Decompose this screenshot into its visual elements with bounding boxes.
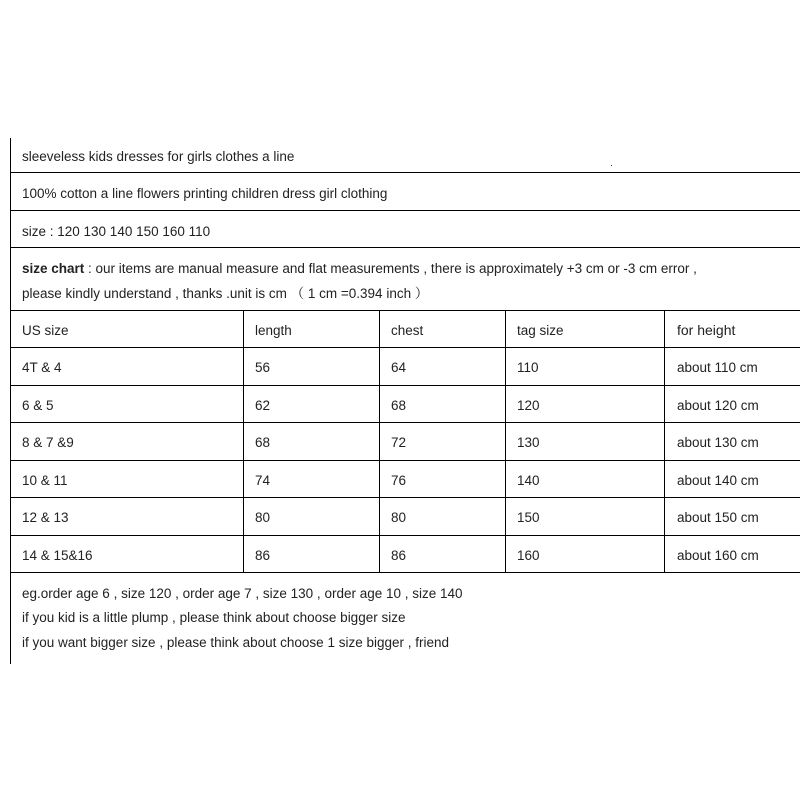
table-cell: 86 (255, 548, 271, 563)
table-cell: 160 (517, 548, 540, 563)
size-chart-note (22, 261, 697, 277)
table-cell: 74 (255, 473, 271, 488)
table-cell: 56 (255, 360, 271, 375)
row-divider (11, 572, 800, 573)
table-cell: 12 & 13 (22, 510, 69, 525)
table-cell: about 120 cm (677, 398, 759, 413)
row-divider (11, 385, 800, 386)
row-divider (11, 460, 800, 461)
row-divider (11, 347, 800, 348)
table-cell: about 110 cm (677, 360, 758, 375)
table-cell: 120 (517, 398, 540, 413)
footer-example-line: eg.order age 6 , size 120 , order age 7 , size 130 , order age 10 , size 140 (22, 586, 463, 601)
table-cell: 86 (391, 548, 407, 563)
table-cell: 64 (391, 360, 407, 375)
row-divider (11, 247, 800, 248)
table-cell: about 140 cm (677, 473, 759, 488)
table-cell: 150 (517, 510, 540, 525)
row-divider (11, 210, 800, 211)
row-divider (11, 497, 800, 498)
footer-plump-line: if you kid is a little plump , please think about choose bigger size (22, 610, 406, 625)
row-divider (11, 172, 800, 173)
table-cell: 68 (255, 435, 271, 450)
table-cell: 14 & 15&16 (22, 548, 93, 563)
size-chart-note-line1: : our items are manual measure and flat measurements , there is approximately +3 cm or -3 cm error , (84, 261, 697, 276)
header-us-size: US size (22, 323, 69, 338)
table-cell: about 150 cm (677, 510, 759, 525)
header-tag-size: tag size (517, 323, 564, 338)
table-cell: 68 (391, 398, 407, 413)
material-line: 100% cotton a line flowers printing children dress girl clothing (22, 186, 388, 201)
column-divider (664, 310, 665, 572)
sizes-line: size : 120 130 140 150 160 110 (22, 224, 211, 239)
table-cell: 80 (255, 510, 271, 525)
footer-bigger-line: if you want bigger size , please think about choose 1 size bigger , friend (22, 635, 450, 650)
table-cell: 130 (517, 435, 540, 450)
size-chart-note-line2: please kindly understand , thanks .unit is cm （ 1 cm =0.394 inch ） (22, 286, 429, 301)
header-length: length (255, 323, 292, 338)
column-divider (379, 310, 380, 572)
table-cell: about 160 cm (677, 548, 759, 563)
product-title: sleeveless kids dresses for girls clothes a line (22, 149, 295, 164)
table-cell: 72 (391, 435, 407, 450)
table-cell: 62 (255, 398, 271, 413)
table-cell: 76 (391, 473, 407, 488)
row-divider (11, 310, 800, 311)
table-cell: about 130 cm (677, 435, 759, 450)
column-divider (505, 310, 506, 572)
stray-dot (611, 165, 612, 166)
row-divider (11, 535, 800, 536)
table-cell: 4T & 4 (22, 360, 62, 375)
table-cell: 140 (517, 473, 540, 488)
size-chart-label: size chart (22, 261, 85, 276)
row-divider (11, 422, 800, 423)
table-cell: 8 & 7 &9 (22, 435, 74, 450)
table-cell: 80 (391, 510, 407, 525)
table-cell: 6 & 5 (22, 398, 54, 413)
table-cell: 10 & 11 (22, 473, 68, 488)
table-cell: 110 (517, 360, 539, 375)
size-sheet (10, 138, 800, 664)
header-chest: chest (391, 323, 424, 338)
header-for-height: for height (677, 322, 736, 338)
column-divider (243, 310, 244, 572)
